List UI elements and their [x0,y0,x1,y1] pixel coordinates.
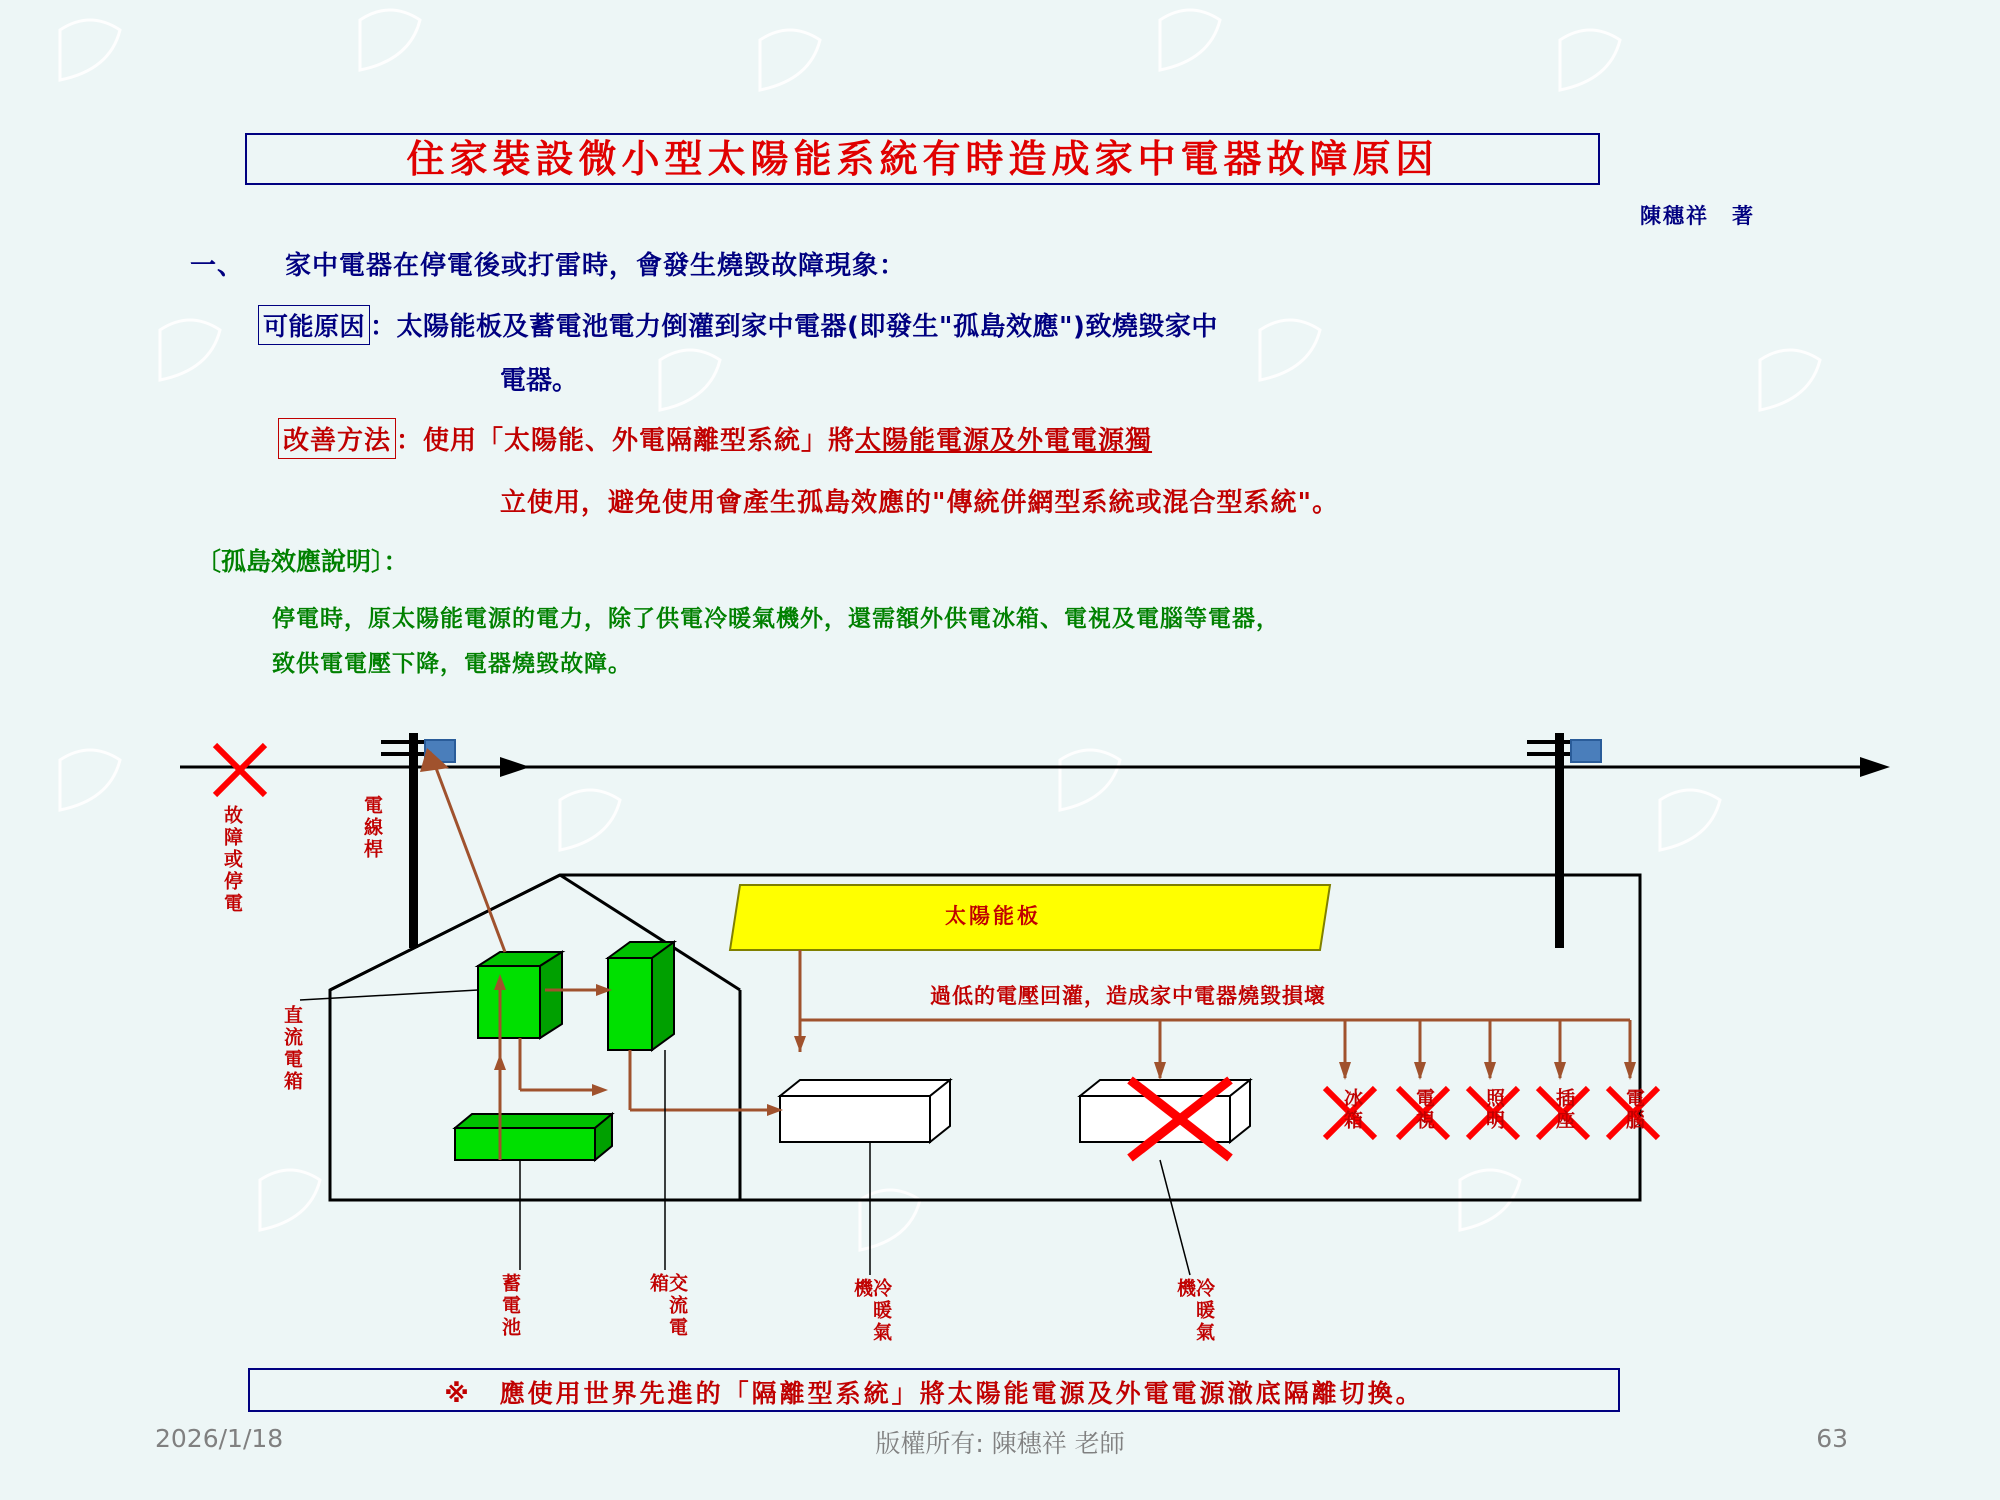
dc-box-shape [478,952,562,1038]
footer-page-number: 63 [1816,1424,1848,1453]
fix-row [278,418,1152,459]
section-one-heading: 一、 家中電器在停電後或打雷時，會發生燒毀故障現象： [190,251,907,281]
wiring-brown [420,748,1636,1160]
appliance-label-lighting: 照明 [1483,1088,1505,1132]
fix-text-2: 太陽能電源及外電電源獨 [855,426,1153,456]
appliance-label-outlet: 插座 [1553,1088,1575,1132]
appliance-label-tv: 電視 [1413,1088,1435,1132]
island-effect-line-1: 停電時，原太陽能電源的電力，除了供電冷暖氣機外，還需額外供電冰箱、電視及電腦等電器， [272,606,1280,632]
fix-label: 改善方法 [278,418,396,459]
pole-left [409,733,418,948]
island-effect-heading: 〔孤島效應說明〕： [196,547,409,576]
footer-copyright: 版權所有: 陳穗祥 老師 [875,1429,1125,1458]
island-effect-line-2: 致供電電壓下降，電器燒毀故障。 [272,651,632,677]
footer-note: ※ 應使用世界先進的「隔離型系統」將太陽能電源及外電電源澈底隔離切換。 [444,1379,1424,1408]
battery-label: 蓄電池 [499,1273,521,1339]
footer-date: 2026/1/18 [155,1424,284,1453]
system-diagram [0,690,2000,1350]
solar-panel-label: 太陽能板 [945,904,1041,928]
cause-continuation: 電器。 [500,366,579,396]
cause-label: 可能原因 [258,305,370,345]
leader-lines [300,990,1190,1275]
cause-text: ：太陽能板及蓄電池電力倒灌到家中電器(即發生"孤島效應")致燒毀家中 [370,312,1218,342]
ac-box-label: 交流電箱 [647,1273,688,1339]
appliance-label-fridge: 冰箱 [1341,1088,1363,1132]
fix-text-1: ：使用「太陽能、外電隔離型系統」將 [396,426,856,456]
line-direction-arrow [500,757,530,777]
aircon-1-shape [780,1080,950,1142]
backfeed-warning-label: 過低的電壓回灌，造成家中電器燒毀損壞 [930,984,1326,1008]
appliance-label-computer: 電腦 [1623,1088,1645,1132]
aircon-1-label: 冷暖氣機 [851,1278,892,1344]
aircon-2-label: 冷暖氣機 [1174,1278,1215,1344]
pole-right [1555,733,1564,948]
transformer-right [1571,740,1601,762]
page-title: 住家裝設微小型太陽能系統有時造成家中電器故障原因 [406,137,1439,181]
fault-x-icon [215,745,265,795]
utility-pole-label: 電線桿 [361,795,383,861]
battery-shape [455,1114,612,1160]
fault-or-outage-label: 故障或停電 [221,805,243,915]
dc-box-label: 直流電箱 [281,1005,303,1093]
author-line: 陳穗祥 著 [1640,204,1755,228]
ac-box-shape [608,942,674,1050]
line-direction-arrow-right [1860,757,1890,777]
fix-continuation: 立使用，避免使用會產生孤島效應的"傳統併網型系統或混合型系統"。 [500,488,1340,518]
cause-row [258,305,1218,345]
